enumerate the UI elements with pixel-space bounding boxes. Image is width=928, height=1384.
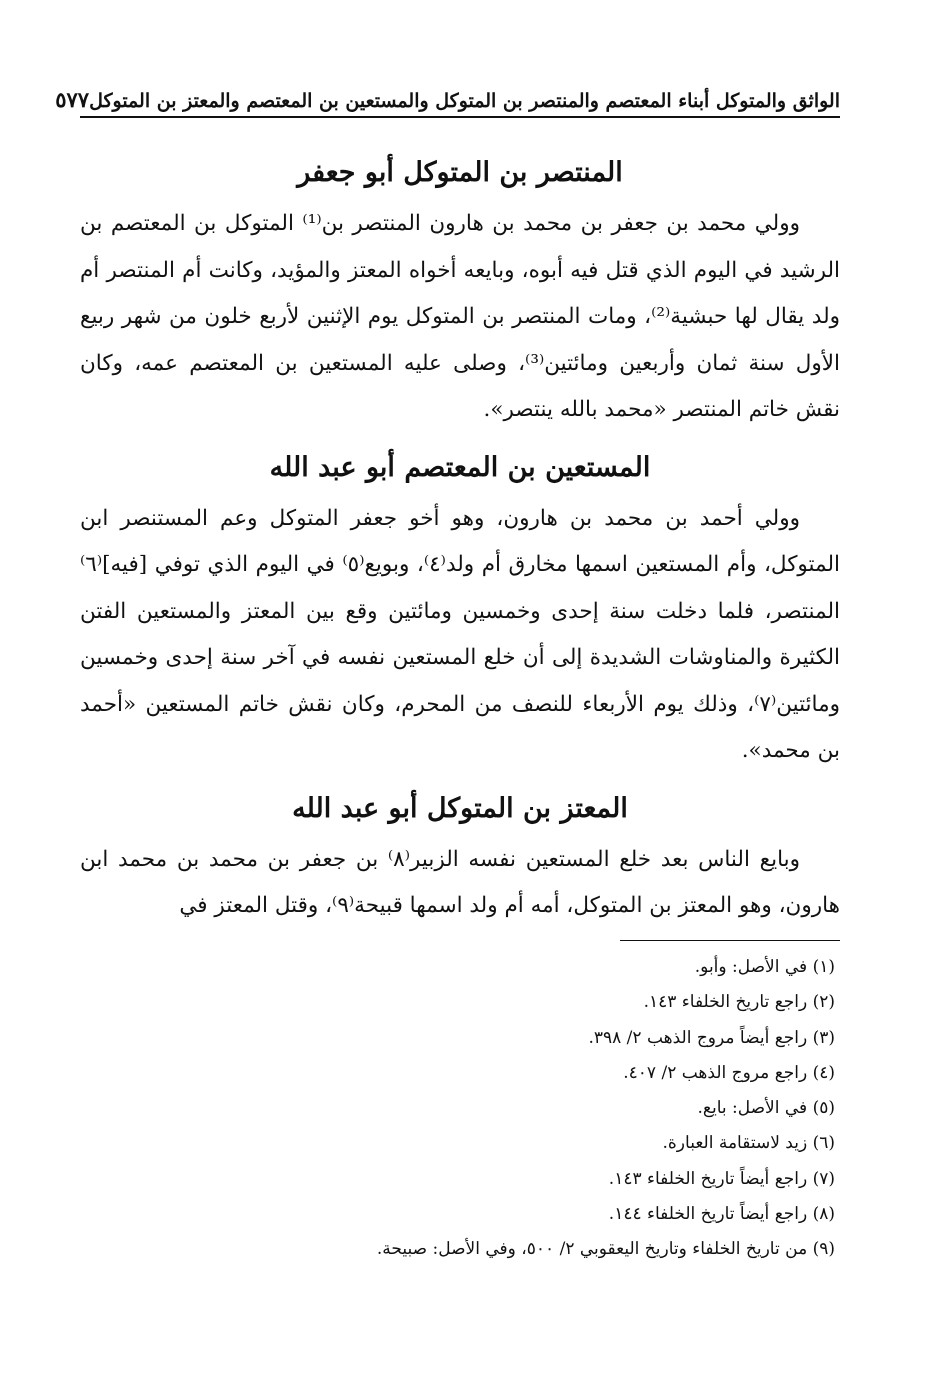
- footnote: (٧) راجع أيضاً تاريخ الخلفاء ١٤٣.: [608, 1168, 835, 1189]
- header-title: الواثق والمتوكل أبناء المعتصم والمنتصر بن المتوكل والمستعين بن المعتصم والمعتز بن المتوكل: [89, 90, 840, 112]
- main-text: [80, 145, 840, 930]
- section-mutazz: [80, 781, 840, 930]
- section-paragraph: وولي محمد بن جعفر بن محمد بن هارون المنتصر بن⁽¹⁾ المتوكل بن المعتصم بن الرشيد في اليوم الذي قتل فيه أبوه، وبايعه أخواه المعتز والمؤيد، وكانت أم المنتصر أم ولد يقال لها حبشية⁽²⁾، ومات المنتصر بن المتوكل يوم الإثنين لأربع خلون من شهر ربيع الأول سنة ثمان وأربعين ومائتين⁽³⁾، وصلى عليه المستعين بن المعتصم عمه، وكان نقش خاتم المنتصر «محمد بالله ينتصر».: [80, 211, 840, 422]
- section-title: المنتصر بن المتوكل أبو جعفر: [297, 157, 623, 188]
- footnote: (٤) راجع مروج الذهب ٢/ ٤٠٧.: [623, 1062, 835, 1083]
- section-muntasir: [80, 145, 840, 434]
- footnote: (٣) راجع أيضاً مروج الذهب ٢/ ٣٩٨.: [588, 1027, 835, 1048]
- section-mustain: [80, 440, 840, 775]
- section-paragraph: وبايع الناس بعد خلع المستعين نفسه الزبير⁽٨⁾ بن جعفر بن محمد بن محمد ابن هارون، وهو المعتز بن المتوكل، أمه أم ولد اسمها قبيحة⁽٩⁾، وقتل المعتز في: [80, 846, 840, 918]
- running-header: [55, 82, 840, 118]
- section-title: المستعين بن المعتصم أبو عبد الله: [269, 451, 651, 483]
- footnote: (٨) راجع أيضاً تاريخ الخلفاء ١٤٤.: [608, 1204, 835, 1225]
- footnote: (٥) في الأصل: بايع.: [697, 1098, 835, 1119]
- footnote-divider: [620, 940, 840, 941]
- footnote: (١) في الأصل: وأبو.: [694, 957, 835, 977]
- footnote: (٢) راجع تاريخ الخلفاء ١٤٣.: [643, 992, 835, 1013]
- page-number: ٥٧٧: [55, 87, 90, 112]
- section-paragraph: وولي أحمد بن محمد بن هارون، وهو أخو جعفر المتوكل وعم المستنصر ابن المتوكل، وأم المستعين اسمها مخارق أم ولد⁽٤⁾، وبويع⁽٥⁾ في اليوم الذي توفي [فيه]⁽٦⁾ المنتصر، فلما دخلت سنة إحدى وخمسين ومائتين وقع بين المعتز والمستعين الفتن الكثيرة والمناوشات الشديدة إلى أن خلع المستعين نفسه في آخر سنة إحدى وخمسين ومائتين⁽٧⁾، وذلك يوم الأربعاء للنصف من المحرم، وكان نقش خاتم المستعين «أحمد بن محمد».: [80, 505, 840, 763]
- footnote: (٩) من تاريخ الخلفاء وتاريخ اليعقوبي ٢/ ٥٠٠، وفي الأصل: صبيحة.: [376, 1239, 835, 1260]
- footnotes-list: [80, 950, 835, 1268]
- section-title: المعتز بن المتوكل أبو عبد الله: [292, 792, 628, 824]
- footnote: (٦) زيد لاستقامة العبارة.: [662, 1133, 835, 1154]
